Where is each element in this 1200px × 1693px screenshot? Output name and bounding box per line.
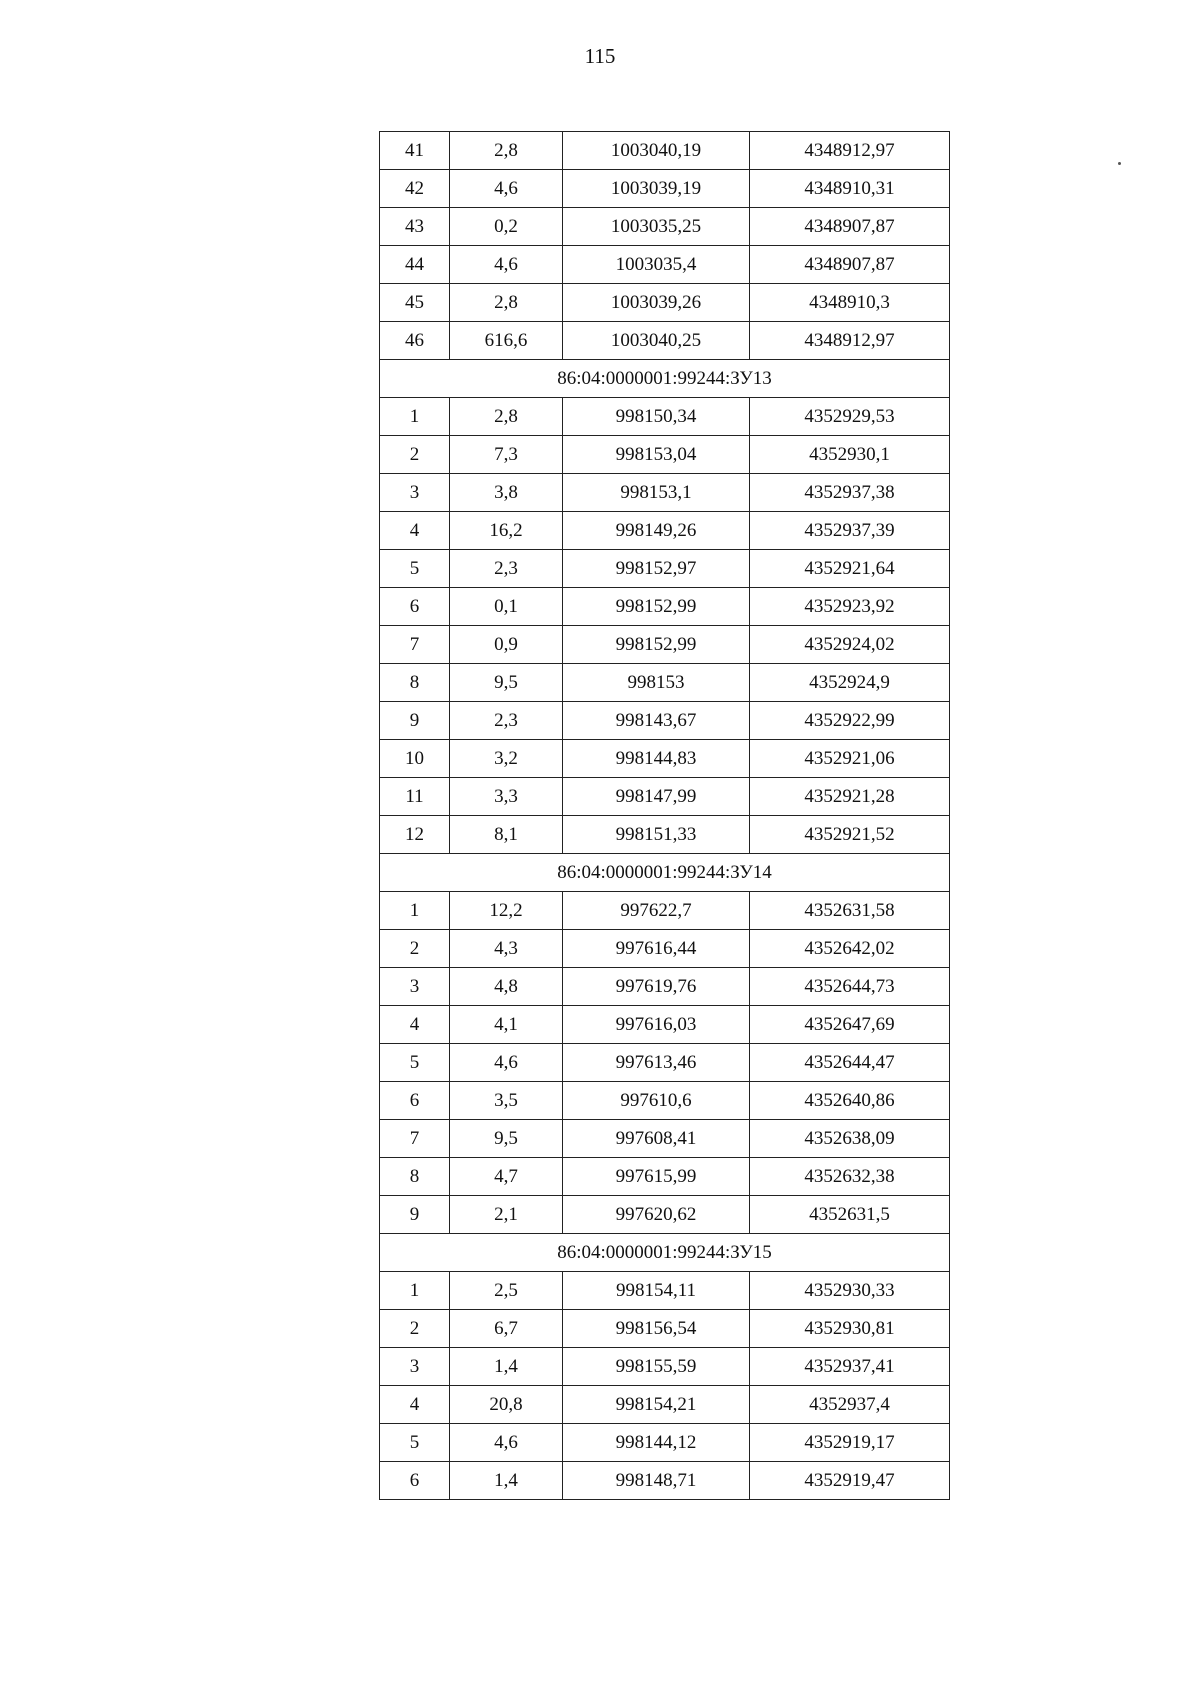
x-coordinate-cell: 998152,99 bbox=[563, 626, 750, 664]
point-number-cell: 7 bbox=[380, 1120, 450, 1158]
segment-length-cell: 3,8 bbox=[450, 474, 563, 512]
table-row bbox=[380, 1158, 950, 1196]
x-coordinate-cell: 997615,99 bbox=[563, 1158, 750, 1196]
segment-length-cell: 616,6 bbox=[450, 322, 563, 360]
point-number-cell: 6 bbox=[380, 588, 450, 626]
y-coordinate-cell: 4352930,33 bbox=[750, 1272, 950, 1310]
segment-length-cell: 8,1 bbox=[450, 816, 563, 854]
point-number-cell: 3 bbox=[380, 968, 450, 1006]
table-row bbox=[380, 1082, 950, 1120]
y-coordinate-cell: 4352640,86 bbox=[750, 1082, 950, 1120]
table-row bbox=[380, 246, 950, 284]
segment-length-cell: 2,3 bbox=[450, 702, 563, 740]
x-coordinate-cell: 998149,26 bbox=[563, 512, 750, 550]
point-number-cell: 4 bbox=[380, 1386, 450, 1424]
x-coordinate-cell: 1003040,25 bbox=[563, 322, 750, 360]
point-number-cell: 7 bbox=[380, 626, 450, 664]
table-row bbox=[380, 170, 950, 208]
coordinates-table-body bbox=[380, 132, 950, 1500]
segment-length-cell: 9,5 bbox=[450, 664, 563, 702]
parcel-cadastral-number: 86:04:0000001:99244:ЗУ15 bbox=[380, 1234, 950, 1272]
table-row bbox=[380, 284, 950, 322]
segment-length-cell: 4,6 bbox=[450, 1424, 563, 1462]
x-coordinate-cell: 998150,34 bbox=[563, 398, 750, 436]
y-coordinate-cell: 4352632,38 bbox=[750, 1158, 950, 1196]
y-coordinate-cell: 4352937,41 bbox=[750, 1348, 950, 1386]
segment-length-cell: 12,2 bbox=[450, 892, 563, 930]
segment-length-cell: 2,8 bbox=[450, 284, 563, 322]
table-row bbox=[380, 474, 950, 512]
y-coordinate-cell: 4352924,9 bbox=[750, 664, 950, 702]
table-row bbox=[380, 1044, 950, 1082]
point-number-cell: 2 bbox=[380, 930, 450, 968]
y-coordinate-cell: 4352923,92 bbox=[750, 588, 950, 626]
segment-length-cell: 0,9 bbox=[450, 626, 563, 664]
table-row bbox=[380, 1120, 950, 1158]
table-row bbox=[380, 1462, 950, 1500]
segment-length-cell: 4,6 bbox=[450, 1044, 563, 1082]
y-coordinate-cell: 4352631,5 bbox=[750, 1196, 950, 1234]
point-number-cell: 3 bbox=[380, 474, 450, 512]
y-coordinate-cell: 4352924,02 bbox=[750, 626, 950, 664]
segment-length-cell: 2,3 bbox=[450, 550, 563, 588]
x-coordinate-cell: 997622,7 bbox=[563, 892, 750, 930]
segment-length-cell: 9,5 bbox=[450, 1120, 563, 1158]
x-coordinate-cell: 1003035,25 bbox=[563, 208, 750, 246]
x-coordinate-cell: 997613,46 bbox=[563, 1044, 750, 1082]
point-number-cell: 8 bbox=[380, 664, 450, 702]
table-row bbox=[380, 1348, 950, 1386]
table-row bbox=[380, 208, 950, 246]
table-row bbox=[380, 626, 950, 664]
point-number-cell: 41 bbox=[380, 132, 450, 170]
segment-length-cell: 6,7 bbox=[450, 1310, 563, 1348]
segment-length-cell: 4,3 bbox=[450, 930, 563, 968]
table-row bbox=[380, 1310, 950, 1348]
scan-speck bbox=[1118, 162, 1121, 165]
point-number-cell: 43 bbox=[380, 208, 450, 246]
point-number-cell: 5 bbox=[380, 550, 450, 588]
point-number-cell: 1 bbox=[380, 1272, 450, 1310]
x-coordinate-cell: 998143,67 bbox=[563, 702, 750, 740]
x-coordinate-cell: 998147,99 bbox=[563, 778, 750, 816]
y-coordinate-cell: 4352631,58 bbox=[750, 892, 950, 930]
y-coordinate-cell: 4352930,1 bbox=[750, 436, 950, 474]
parcel-cadastral-number: 86:04:0000001:99244:ЗУ14 bbox=[380, 854, 950, 892]
point-number-cell: 1 bbox=[380, 892, 450, 930]
y-coordinate-cell: 4352921,52 bbox=[750, 816, 950, 854]
table-row bbox=[380, 778, 950, 816]
y-coordinate-cell: 4352922,99 bbox=[750, 702, 950, 740]
x-coordinate-cell: 998144,83 bbox=[563, 740, 750, 778]
parcel-cadastral-number: 86:04:0000001:99244:ЗУ13 bbox=[380, 360, 950, 398]
table-row bbox=[380, 664, 950, 702]
table-row bbox=[380, 1196, 950, 1234]
point-number-cell: 5 bbox=[380, 1044, 450, 1082]
coordinates-table bbox=[379, 131, 950, 1500]
x-coordinate-cell: 998153,04 bbox=[563, 436, 750, 474]
segment-length-cell: 20,8 bbox=[450, 1386, 563, 1424]
x-coordinate-cell: 997619,76 bbox=[563, 968, 750, 1006]
y-coordinate-cell: 4352642,02 bbox=[750, 930, 950, 968]
y-coordinate-cell: 4352930,81 bbox=[750, 1310, 950, 1348]
y-coordinate-cell: 4352921,64 bbox=[750, 550, 950, 588]
x-coordinate-cell: 998153,1 bbox=[563, 474, 750, 512]
segment-length-cell: 4,6 bbox=[450, 170, 563, 208]
table-row bbox=[380, 816, 950, 854]
segment-length-cell: 3,3 bbox=[450, 778, 563, 816]
x-coordinate-cell: 997608,41 bbox=[563, 1120, 750, 1158]
table-row bbox=[380, 740, 950, 778]
point-number-cell: 9 bbox=[380, 1196, 450, 1234]
x-coordinate-cell: 997616,03 bbox=[563, 1006, 750, 1044]
x-coordinate-cell: 997610,6 bbox=[563, 1082, 750, 1120]
segment-length-cell: 7,3 bbox=[450, 436, 563, 474]
table-row bbox=[380, 132, 950, 170]
point-number-cell: 8 bbox=[380, 1158, 450, 1196]
y-coordinate-cell: 4348907,87 bbox=[750, 208, 950, 246]
table-row bbox=[380, 1386, 950, 1424]
y-coordinate-cell: 4352921,28 bbox=[750, 778, 950, 816]
x-coordinate-cell: 998148,71 bbox=[563, 1462, 750, 1500]
y-coordinate-cell: 4352937,4 bbox=[750, 1386, 950, 1424]
y-coordinate-cell: 4348912,97 bbox=[750, 322, 950, 360]
x-coordinate-cell: 998153 bbox=[563, 664, 750, 702]
table-row bbox=[380, 550, 950, 588]
y-coordinate-cell: 4352644,73 bbox=[750, 968, 950, 1006]
y-coordinate-cell: 4348912,97 bbox=[750, 132, 950, 170]
x-coordinate-cell: 998154,21 bbox=[563, 1386, 750, 1424]
y-coordinate-cell: 4348907,87 bbox=[750, 246, 950, 284]
segment-length-cell: 1,4 bbox=[450, 1462, 563, 1500]
point-number-cell: 6 bbox=[380, 1082, 450, 1120]
point-number-cell: 12 bbox=[380, 816, 450, 854]
y-coordinate-cell: 4352937,38 bbox=[750, 474, 950, 512]
segment-length-cell: 0,2 bbox=[450, 208, 563, 246]
point-number-cell: 1 bbox=[380, 398, 450, 436]
x-coordinate-cell: 1003035,4 bbox=[563, 246, 750, 284]
x-coordinate-cell: 997616,44 bbox=[563, 930, 750, 968]
point-number-cell: 46 bbox=[380, 322, 450, 360]
segment-length-cell: 1,4 bbox=[450, 1348, 563, 1386]
segment-length-cell: 4,8 bbox=[450, 968, 563, 1006]
x-coordinate-cell: 1003039,19 bbox=[563, 170, 750, 208]
x-coordinate-cell: 998144,12 bbox=[563, 1424, 750, 1462]
x-coordinate-cell: 998155,59 bbox=[563, 1348, 750, 1386]
point-number-cell: 4 bbox=[380, 1006, 450, 1044]
x-coordinate-cell: 997620,62 bbox=[563, 1196, 750, 1234]
point-number-cell: 11 bbox=[380, 778, 450, 816]
x-coordinate-cell: 998152,99 bbox=[563, 588, 750, 626]
segment-length-cell: 2,5 bbox=[450, 1272, 563, 1310]
point-number-cell: 10 bbox=[380, 740, 450, 778]
table-row bbox=[380, 892, 950, 930]
y-coordinate-cell: 4352929,53 bbox=[750, 398, 950, 436]
point-number-cell: 3 bbox=[380, 1348, 450, 1386]
segment-length-cell: 4,1 bbox=[450, 1006, 563, 1044]
table-row bbox=[380, 398, 950, 436]
y-coordinate-cell: 4348910,3 bbox=[750, 284, 950, 322]
table-row bbox=[380, 1006, 950, 1044]
point-number-cell: 4 bbox=[380, 512, 450, 550]
table-row bbox=[380, 1424, 950, 1462]
segment-length-cell: 4,7 bbox=[450, 1158, 563, 1196]
segment-length-cell: 4,6 bbox=[450, 246, 563, 284]
segment-length-cell: 3,5 bbox=[450, 1082, 563, 1120]
point-number-cell: 9 bbox=[380, 702, 450, 740]
segment-length-cell: 2,1 bbox=[450, 1196, 563, 1234]
section-header-row bbox=[380, 360, 950, 398]
point-number-cell: 2 bbox=[380, 436, 450, 474]
table-row bbox=[380, 512, 950, 550]
table-row bbox=[380, 702, 950, 740]
y-coordinate-cell: 4352638,09 bbox=[750, 1120, 950, 1158]
segment-length-cell: 2,8 bbox=[450, 398, 563, 436]
page-number: 115 bbox=[584, 44, 616, 68]
table-row bbox=[380, 930, 950, 968]
point-number-cell: 42 bbox=[380, 170, 450, 208]
y-coordinate-cell: 4352921,06 bbox=[750, 740, 950, 778]
segment-length-cell: 16,2 bbox=[450, 512, 563, 550]
x-coordinate-cell: 998154,11 bbox=[563, 1272, 750, 1310]
point-number-cell: 2 bbox=[380, 1310, 450, 1348]
point-number-cell: 6 bbox=[380, 1462, 450, 1500]
y-coordinate-cell: 4352937,39 bbox=[750, 512, 950, 550]
table-row bbox=[380, 1272, 950, 1310]
y-coordinate-cell: 4352644,47 bbox=[750, 1044, 950, 1082]
y-coordinate-cell: 4348910,31 bbox=[750, 170, 950, 208]
segment-length-cell: 0,1 bbox=[450, 588, 563, 626]
y-coordinate-cell: 4352647,69 bbox=[750, 1006, 950, 1044]
x-coordinate-cell: 1003040,19 bbox=[563, 132, 750, 170]
section-header-row bbox=[380, 854, 950, 892]
x-coordinate-cell: 998152,97 bbox=[563, 550, 750, 588]
x-coordinate-cell: 998151,33 bbox=[563, 816, 750, 854]
y-coordinate-cell: 4352919,17 bbox=[750, 1424, 950, 1462]
point-number-cell: 44 bbox=[380, 246, 450, 284]
table-row bbox=[380, 968, 950, 1006]
x-coordinate-cell: 998156,54 bbox=[563, 1310, 750, 1348]
table-row bbox=[380, 588, 950, 626]
x-coordinate-cell: 1003039,26 bbox=[563, 284, 750, 322]
table-row bbox=[380, 436, 950, 474]
y-coordinate-cell: 4352919,47 bbox=[750, 1462, 950, 1500]
segment-length-cell: 3,2 bbox=[450, 740, 563, 778]
table-row bbox=[380, 322, 950, 360]
point-number-cell: 45 bbox=[380, 284, 450, 322]
section-header-row bbox=[380, 1234, 950, 1272]
point-number-cell: 5 bbox=[380, 1424, 450, 1462]
segment-length-cell: 2,8 bbox=[450, 132, 563, 170]
